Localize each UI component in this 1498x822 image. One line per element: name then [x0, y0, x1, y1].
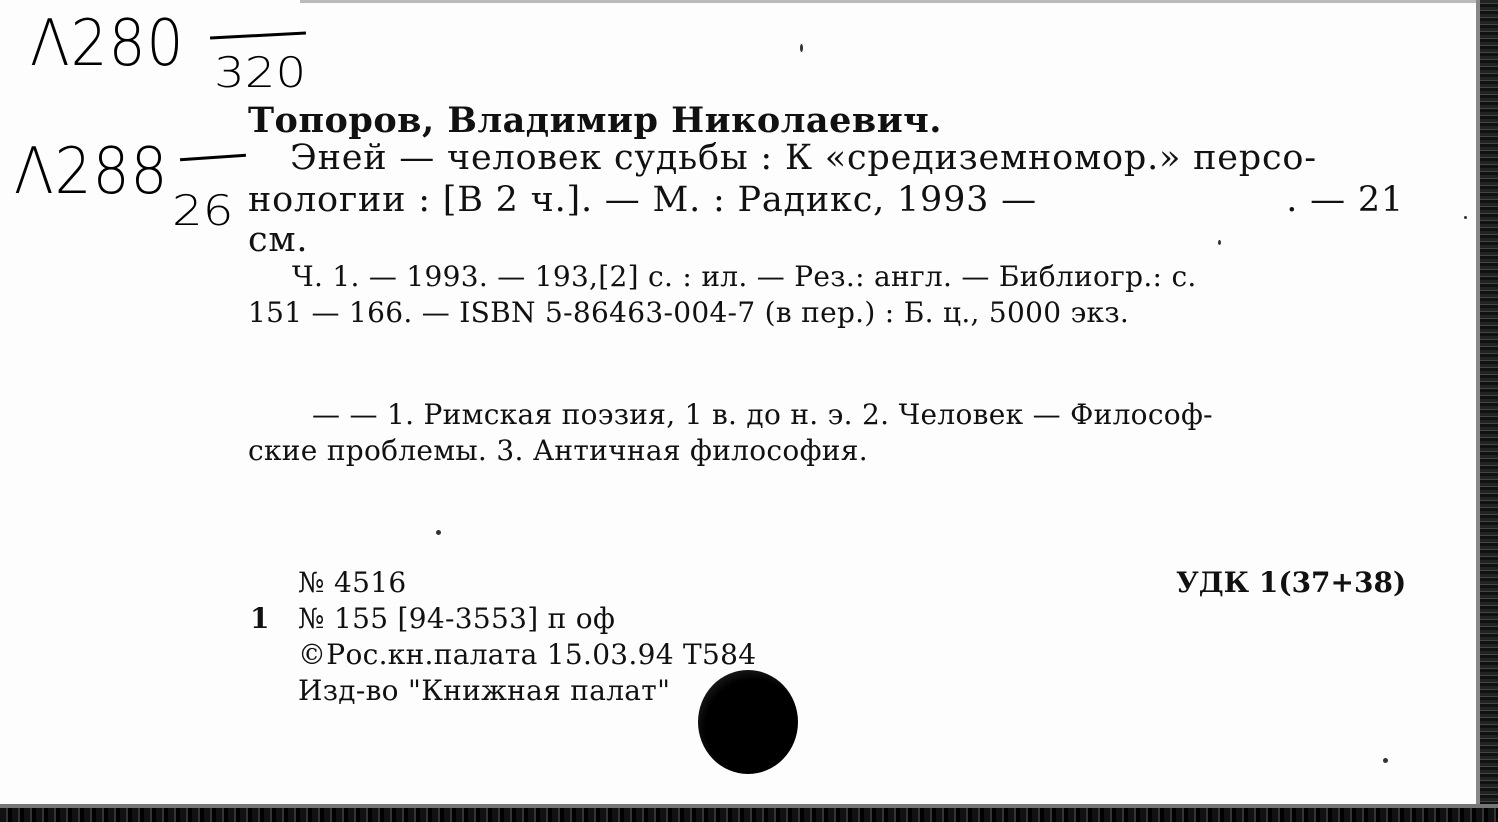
title-line-2-left: нологии : [В 2 ч.]. — М. : Радикс, 1993 —	[248, 180, 1037, 220]
scan-edge-top	[300, 0, 1480, 3]
scan-speck	[436, 530, 441, 535]
scan-edge-bottom	[0, 808, 1498, 822]
part-line-1: Ч. 1. — 1993. — 193,[2] с. : ил. — Рез.: англ. — Библиогр.: с.	[292, 260, 1197, 293]
udk-code: УДК 1(37+38)	[1176, 566, 1407, 599]
scan-speck	[1464, 216, 1467, 219]
title-line-3: см.	[248, 220, 309, 260]
handwritten-code-2: Λ288	[14, 133, 169, 209]
title-line-2	[248, 180, 1404, 220]
part-line-2: 151 — 166. — ISBN 5-86463-004-7 (в пер.) : Б. ц., 5000 экз.	[248, 296, 1130, 329]
title-line-2-right: . — 21	[1286, 180, 1404, 220]
title-line-1: Эней — человек судьбы : К «средиземномор.» персо-	[290, 138, 1317, 178]
handwritten-denominator-1: 320	[213, 48, 307, 97]
scan-speck	[1218, 240, 1221, 245]
handwritten-fraction-line-1	[210, 31, 306, 39]
author-heading: Топоров, Владимир Николаевич.	[248, 100, 942, 141]
copies-count: 1	[250, 602, 270, 635]
publisher-line: Изд-во "Книжная палат"	[298, 674, 671, 707]
ink-blot	[698, 670, 798, 774]
handwritten-code-1: Λ280	[30, 5, 185, 81]
scan-speck	[800, 44, 803, 52]
subjects-line-2: ские проблемы. 3. Античная философия.	[248, 434, 868, 467]
scan-edge-right	[1480, 0, 1498, 822]
handwritten-denominator-2: 26	[171, 186, 234, 235]
scan-speck	[1383, 758, 1388, 763]
handwritten-fraction-line-2	[180, 154, 246, 162]
record-number: № 155 [94-3553] п оф	[298, 602, 616, 635]
subjects-line-1: — — 1. Римская поэзия, 1 в. до н. э. 2. Человек — Философ-	[312, 398, 1213, 431]
card-number: № 4516	[298, 566, 407, 599]
copyright-line: ©Рос.кн.палата 15.03.94 Т584	[298, 638, 757, 671]
